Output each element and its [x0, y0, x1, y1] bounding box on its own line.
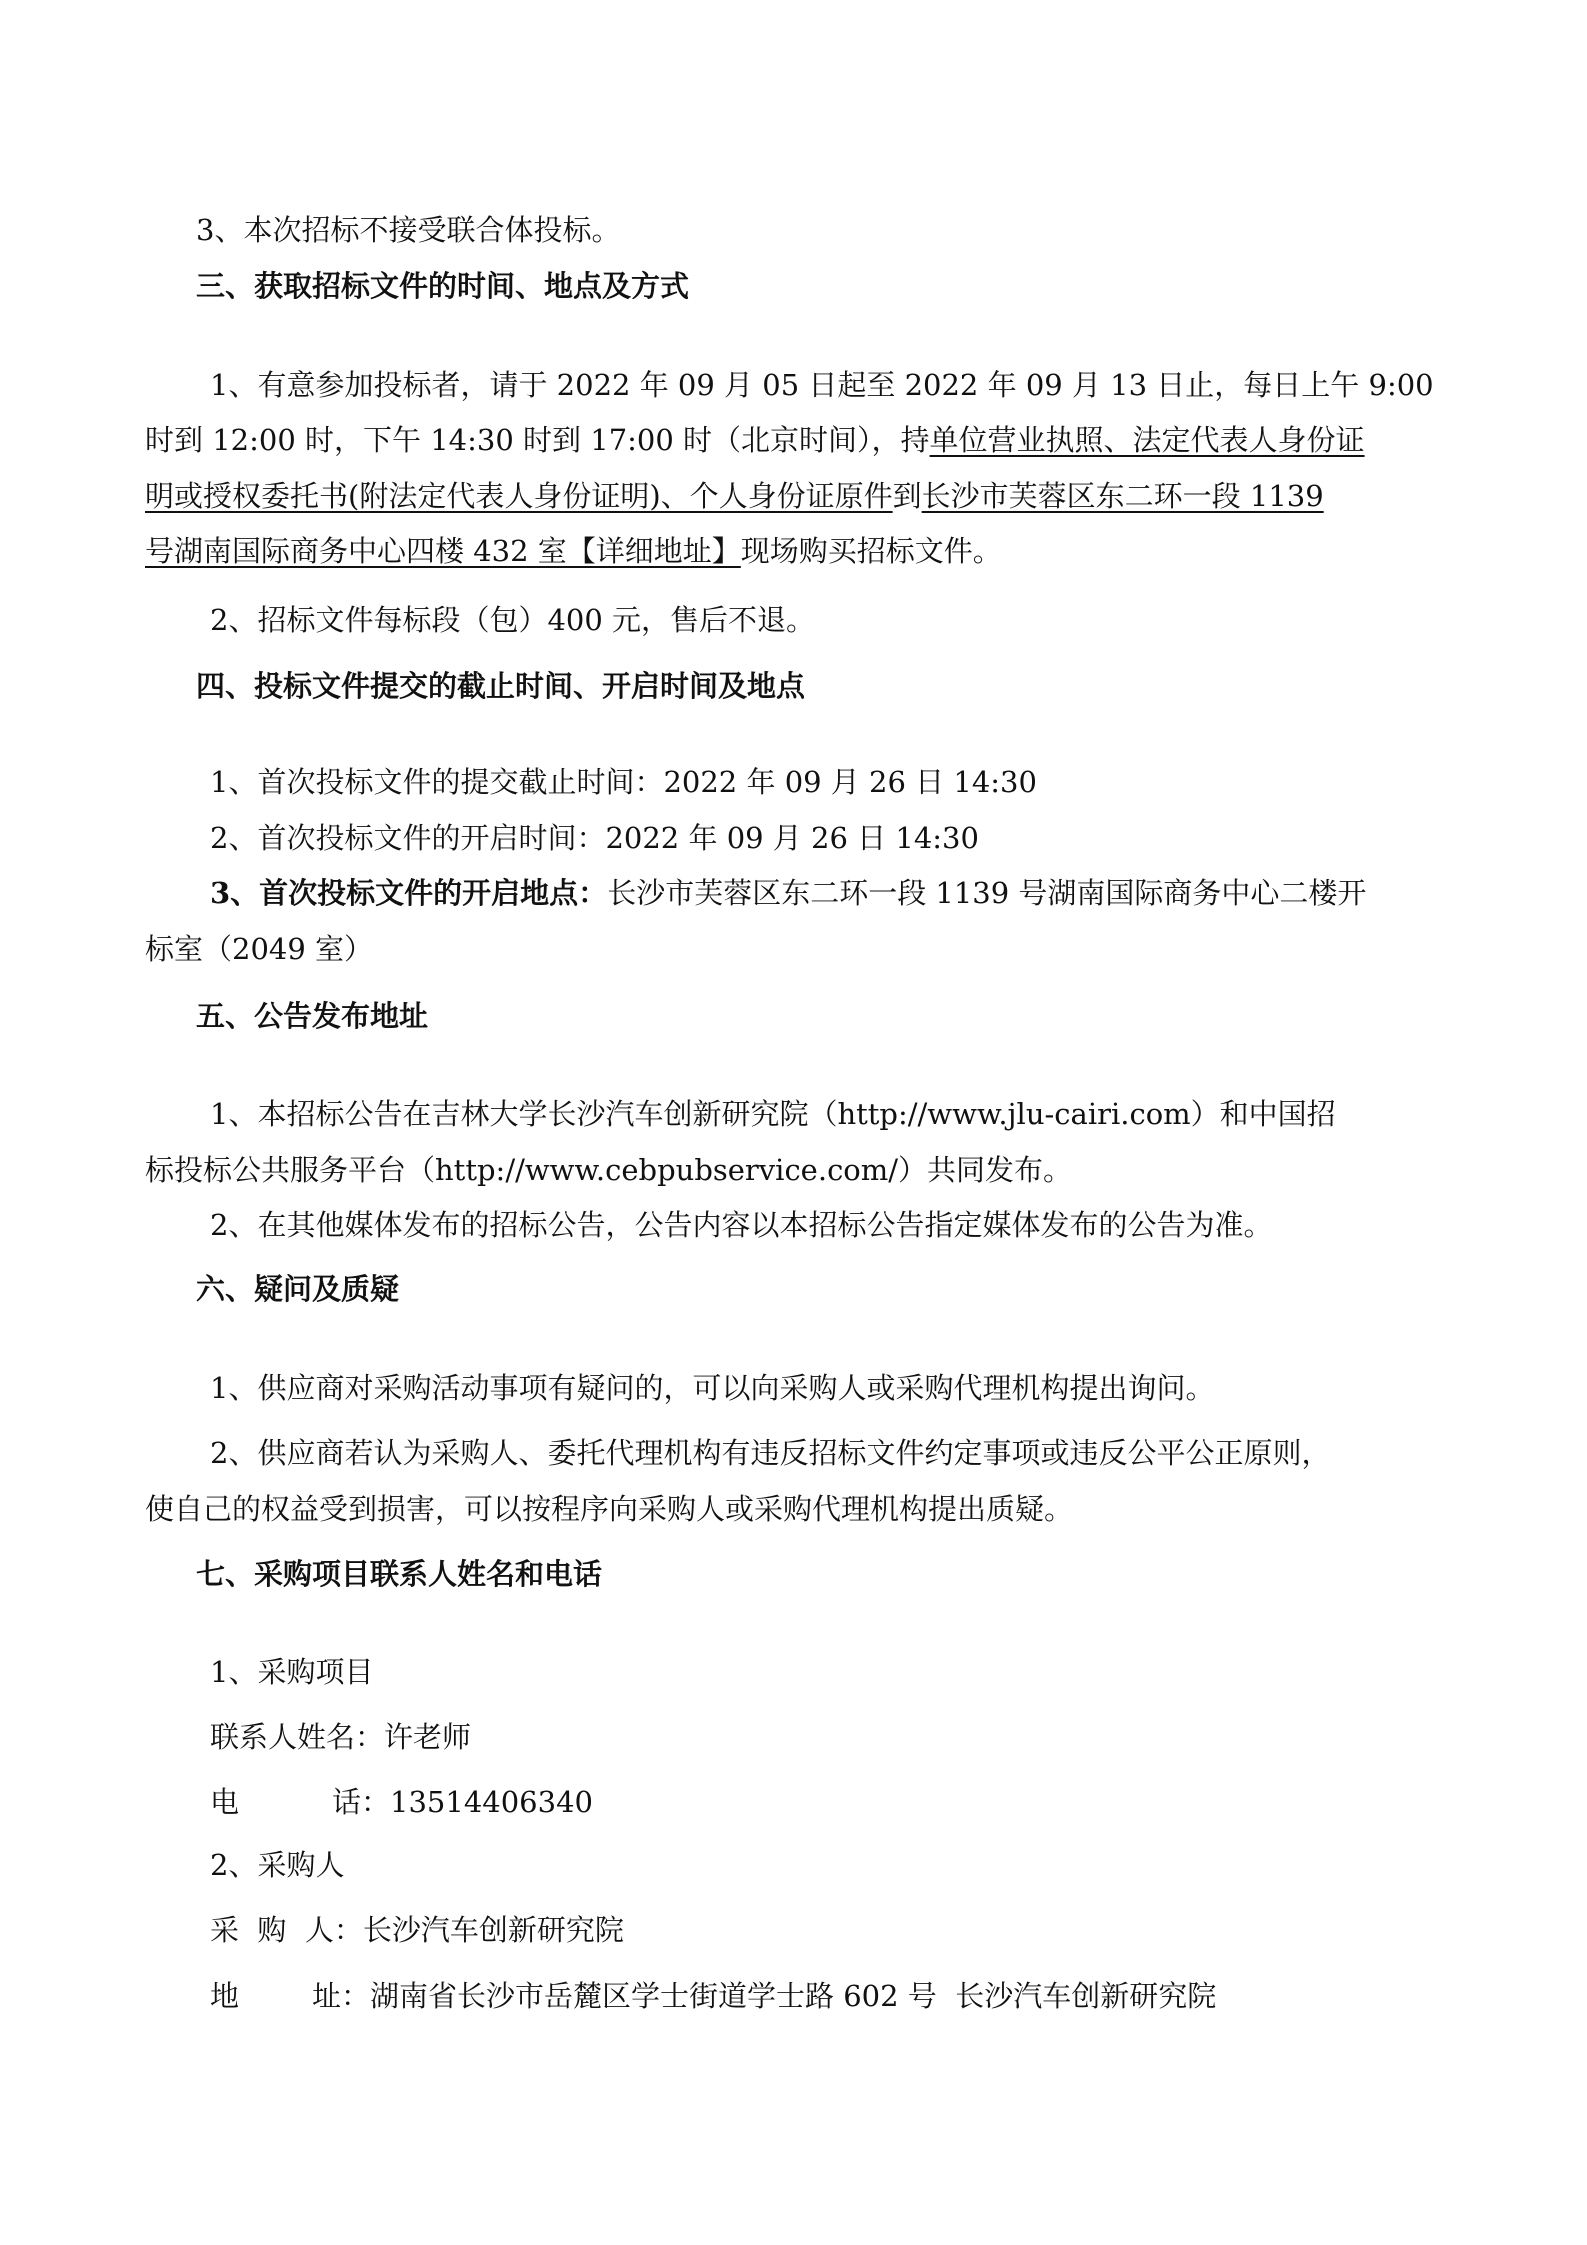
section-6-heading: 六、疑问及质疑 — [196, 1272, 400, 1306]
required-documents-link: 单位营业执照、法定代表人身份证 — [929, 423, 1365, 457]
section-5-heading: 五、公告发布地址 — [196, 999, 429, 1033]
section-4-heading: 四、投标文件提交的截止时间、开启时间及地点 — [196, 669, 806, 703]
section-6-p2-line1: 2、供应商若认为采购人、委托代理机构有违反招标文件约定事项或违反公平公正原则， — [210, 1436, 1331, 1470]
address-label-b: 址： — [312, 1979, 371, 2013]
section-5-p1-line2: 标投标公共服务平台（http://www.cebpubservice.com/）共同发布。 — [145, 1153, 1073, 1187]
purchaser-label: 采 购 人： — [210, 1913, 363, 1947]
section-3-heading: 三、获取招标文件的时间、地点及方式 — [196, 269, 690, 303]
contact-name-row — [210, 1717, 471, 1757]
project-contact-title: 1、采购项目 — [210, 1655, 374, 1689]
address-value: 湖南省长沙市岳麓区学士街道学士路 602 号 长沙汽车创新研究院 — [370, 1979, 1217, 2013]
section-3-p2: 2、招标文件每标段（包）400 元，售后不退。 — [210, 603, 816, 637]
address-row — [210, 1976, 1216, 2016]
p1-line2-text: 时到 12:00 时，下午 14:30 时到 17:00 时（北京时间），持 — [145, 423, 930, 457]
section-6-p1: 1、供应商对采购活动事项有疑问的，可以向采购人或采购代理机构提出询问。 — [210, 1371, 1215, 1405]
p1-line3-mid: 到 — [892, 479, 922, 513]
purchase-address-link: 长沙市芙蓉区东二环一段 1139 — [921, 479, 1324, 513]
item-no-consortium: 3、本次招标不接受联合体投标。 — [196, 213, 621, 247]
phone-label-b: 话： — [332, 1785, 391, 1819]
contact-name-label: 联系人姓名： — [210, 1720, 385, 1754]
section-4-p2: 2、首次投标文件的开启时间：2022 年 09 月 26 日 14:30 — [210, 821, 979, 855]
section-6-p2-line2: 使自己的权益受到损害，可以按程序向采购人或采购代理机构提出质疑。 — [145, 1492, 1074, 1526]
section-4-p3-line1 — [210, 873, 1366, 913]
section-3-p1-line2 — [145, 420, 1365, 460]
purchaser-row — [210, 1910, 624, 1950]
section-7-heading: 七、采购项目联系人姓名和电话 — [196, 1557, 603, 1591]
section-3-p1-line3 — [145, 476, 1324, 516]
section-3-p1-line4 — [145, 531, 1002, 571]
section-5-p2: 2、在其他媒体发布的招标公告，公告内容以本招标公告指定媒体发布的公告为准。 — [210, 1208, 1273, 1242]
p3-bold-label: 3、首次投标文件的开启地点： — [210, 876, 608, 910]
section-4-p1: 1、首次投标文件的提交截止时间：2022 年 09 月 26 日 14:30 — [210, 765, 1037, 799]
phone-label-a: 电 — [210, 1785, 240, 1819]
phone-row — [210, 1782, 593, 1822]
purchase-address-link-cont: 号湖南国际商务中心四楼 432 室【详细地址】 — [145, 534, 741, 568]
purchaser-value: 长沙汽车创新研究院 — [362, 1913, 624, 1947]
p3-rest: 长沙市芙蓉区东二环一段 1139 号湖南国际商务中心二楼开 — [607, 876, 1367, 910]
section-5-p1-line1: 1、本招标公告在吉林大学长沙汽车创新研究院（http://www.jlu-cairi.com）和中国招 — [210, 1097, 1336, 1131]
p1-line4-post: 现场购买招标文件。 — [740, 534, 1002, 568]
phone-value: 13514406340 — [390, 1785, 593, 1819]
contact-name-value: 许老师 — [384, 1720, 472, 1754]
address-label-a: 地 — [210, 1979, 240, 2013]
section-4-p3-line2: 标室（2049 室） — [145, 932, 374, 966]
required-documents-link-cont: 明或授权委托书(附法定代表人身份证明)、个人身份证原件 — [145, 479, 893, 513]
section-3-p1-line1: 1、有意参加投标者，请于 2022 年 09 月 05 日起至 2022 年 09 月 13 日止，每日上午 9:00 — [210, 368, 1434, 402]
purchaser-title: 2、采购人 — [210, 1848, 345, 1882]
